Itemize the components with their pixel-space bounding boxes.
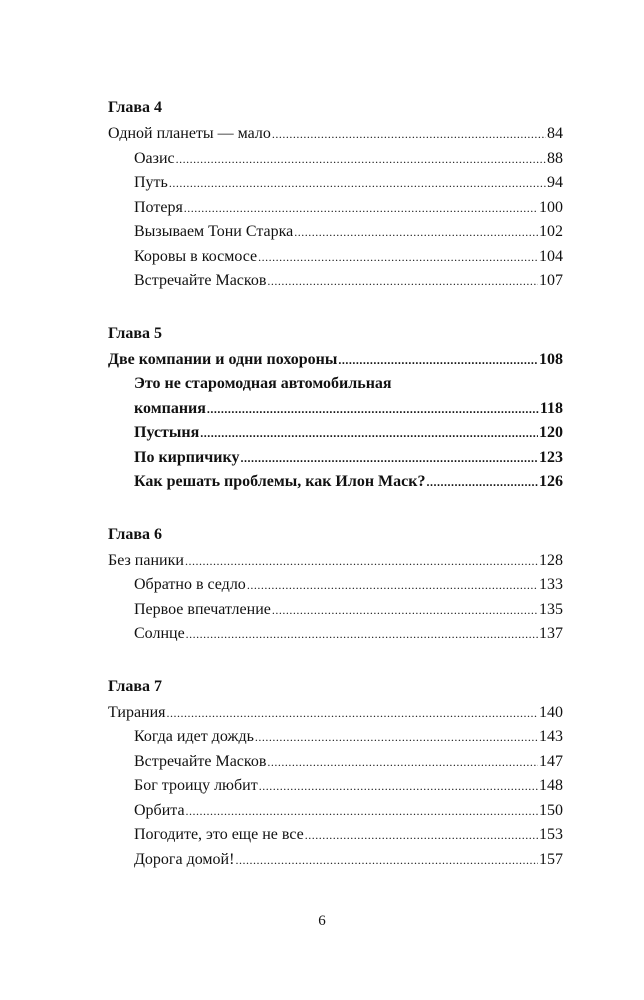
- dot-leader: [267, 750, 538, 775]
- entry-page: 88: [547, 149, 563, 167]
- entry-title: Как решать проблемы, как Илон Маск?: [134, 473, 426, 490]
- dot-leader: [235, 848, 538, 873]
- toc-entry[interactable]: [108, 196, 563, 221]
- entry-title: Бог троицу любит: [134, 777, 258, 794]
- toc-entry[interactable]: [108, 245, 563, 270]
- entry-page: 140: [539, 703, 563, 721]
- entry-title: Встречайте Масков: [134, 272, 267, 289]
- dot-leader: [338, 348, 538, 373]
- dot-leader: [186, 799, 538, 824]
- chapter-title: Глава 5: [108, 324, 162, 342]
- entry-page: 147: [539, 752, 563, 770]
- chapter-5: [108, 322, 563, 495]
- dot-leader: [207, 397, 539, 422]
- toc-entry[interactable]: [108, 446, 563, 471]
- dot-leader: [255, 725, 538, 750]
- entry-title: Путь: [134, 174, 168, 191]
- entry-page: 137: [539, 625, 563, 642]
- toc-entry[interactable]: [108, 701, 563, 726]
- entry-page: 157: [539, 850, 563, 868]
- entry-title: По кирпичику: [134, 448, 240, 466]
- entry-title: Вызываем Тони Старка: [134, 223, 294, 240]
- entry-page: 100: [539, 198, 563, 216]
- toc-entry[interactable]: [108, 470, 563, 495]
- entry-title: Пустыня: [134, 424, 200, 441]
- dot-leader: [184, 196, 538, 221]
- dot-leader: [200, 421, 538, 446]
- chapter-title: Глава 6: [108, 525, 162, 543]
- toc-entry[interactable]: [108, 348, 563, 373]
- dot-leader: [305, 823, 538, 848]
- entry-page: 143: [539, 728, 563, 745]
- toc-entry[interactable]: [108, 848, 563, 873]
- table-of-contents: [108, 96, 563, 900]
- toc-entry[interactable]: [108, 598, 563, 623]
- entry-page: 120: [539, 424, 563, 441]
- dot-leader: [176, 147, 546, 172]
- toc-entry[interactable]: [108, 823, 563, 848]
- entry-title-line2: компания: [134, 399, 206, 417]
- toc-entry[interactable]: [108, 774, 563, 799]
- dot-leader: [258, 245, 538, 270]
- toc-entry[interactable]: [108, 750, 563, 775]
- entry-title: Две компании и одни похороны: [108, 350, 338, 368]
- entry-page: 126: [539, 473, 563, 490]
- entry-title-line1[interactable]: Это не старомодная автомобильная: [134, 375, 392, 392]
- entry-page: 123: [539, 448, 563, 466]
- dot-leader: [426, 470, 538, 495]
- entry-title: Одной планеты — мало: [108, 125, 271, 142]
- toc-entry[interactable]: [108, 799, 563, 824]
- entry-title: Обратно в седло: [134, 576, 246, 593]
- entry-page: 150: [539, 801, 563, 819]
- entry-title: Орбита: [134, 801, 185, 819]
- toc-entry[interactable]: [108, 725, 563, 750]
- entry-page: 133: [539, 576, 563, 593]
- chapter-title: Глава 4: [108, 99, 162, 116]
- entry-page: 128: [539, 551, 563, 569]
- chapter-title: Глава 7: [108, 677, 162, 695]
- dot-leader: [169, 171, 546, 196]
- dot-leader: [267, 269, 538, 294]
- entry-page: 94: [547, 174, 563, 191]
- toc-entry[interactable]: [108, 421, 563, 446]
- toc-entry[interactable]: [108, 147, 563, 172]
- dot-leader: [294, 220, 538, 245]
- toc-entry[interactable]: [108, 397, 563, 422]
- entry-title: Первое впечатление: [134, 600, 271, 618]
- entry-page: 135: [539, 600, 563, 618]
- entry-page: 107: [539, 272, 563, 289]
- entry-title: Когда идет дождь: [134, 728, 254, 745]
- entry-title: Потеря: [134, 198, 183, 216]
- page-number: 6: [318, 913, 326, 929]
- chapter-6: [108, 523, 563, 647]
- toc-entry[interactable]: [108, 122, 563, 147]
- dot-leader: [272, 598, 538, 623]
- entry-page: 108: [539, 350, 563, 368]
- chapter-7: [108, 675, 563, 873]
- entry-page: 118: [539, 399, 563, 417]
- dot-leader: [186, 622, 538, 647]
- dot-leader: [272, 122, 546, 147]
- entry-page: 104: [539, 247, 563, 265]
- entry-title: Оазис: [134, 149, 175, 167]
- entry-title: Дорога домой!: [134, 850, 235, 868]
- entry-page: 153: [539, 826, 563, 843]
- entry-title: Погодите, это еще не все: [134, 826, 304, 843]
- chapter-4: [108, 96, 563, 294]
- entry-title: Тирания: [108, 703, 166, 721]
- entry-title: Без паники: [108, 551, 184, 569]
- dot-leader: [240, 446, 538, 471]
- toc-entry[interactable]: [108, 573, 563, 598]
- entry-page: 102: [539, 223, 563, 240]
- dot-leader: [167, 701, 538, 726]
- toc-entry[interactable]: [108, 220, 563, 245]
- entry-page: 84: [547, 125, 563, 142]
- toc-entry[interactable]: [108, 269, 563, 294]
- dot-leader: [247, 573, 538, 598]
- dot-leader: [259, 774, 538, 799]
- entry-title: Встречайте Масков: [134, 752, 267, 770]
- entry-title: Коровы в космосе: [134, 247, 258, 265]
- entry-title: Солнце: [134, 625, 185, 642]
- toc-entry[interactable]: [108, 549, 563, 574]
- toc-entry[interactable]: [108, 171, 563, 196]
- entry-page: 148: [539, 777, 563, 794]
- toc-entry[interactable]: [108, 622, 563, 647]
- dot-leader: [185, 549, 538, 574]
